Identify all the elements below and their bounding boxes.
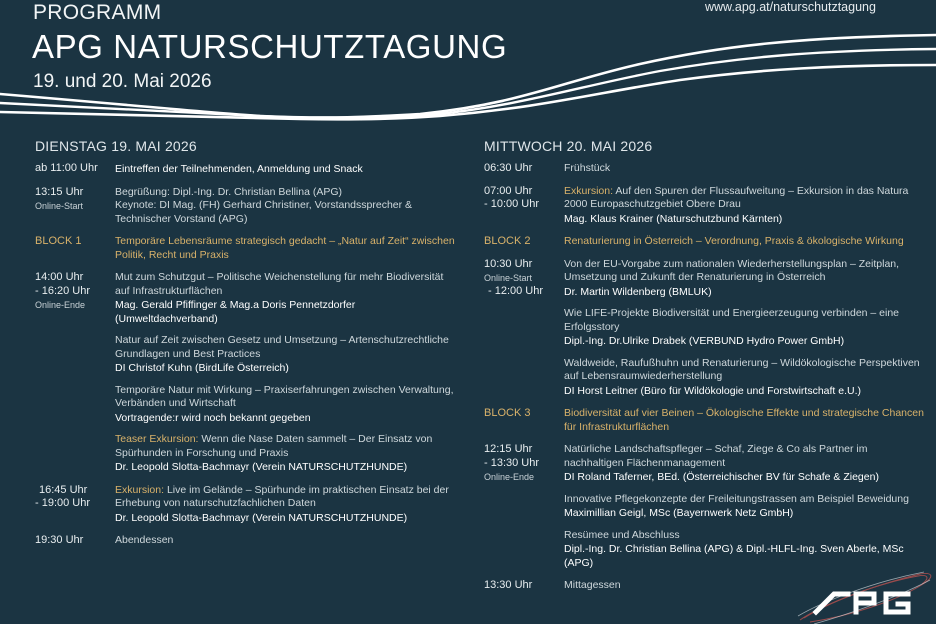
schedule-row — [35, 484, 455, 526]
time-end: - 19:00 Uhr — [35, 497, 91, 509]
schedule-row — [35, 162, 455, 177]
schedule-row — [35, 534, 455, 548]
schedule-row — [484, 258, 924, 399]
speaker: Dipl.-Ing. Dr.Ulrike Drabek (VERBUND Hydro Power GmbH) — [564, 335, 845, 347]
block-label: BLOCK 2 — [484, 235, 531, 247]
schedule-row — [484, 185, 924, 227]
talk — [564, 258, 924, 300]
header — [0, 0, 936, 130]
talk-title: Mut zum Schutzgut – Politische Weichenstellung für mehr Biodiversität auf Infrastrukturflächen — [115, 271, 444, 297]
speaker: DI Roland Taferner, BEd. (Österreichischer BV für Schafe & Ziegen) — [564, 471, 879, 483]
talk-title: Live im Gelände – Spürhunde im praktischen Einsatz bei der Erhebung von naturschutzfachlichen Daten — [115, 483, 449, 509]
talk — [115, 271, 455, 326]
block-title: Temporäre Lebensräume strategisch gedacht – „Natur auf Zeit“ zwischen Politik, Recht und Praxis — [115, 235, 455, 261]
speaker: DI Horst Leitner (Büro für Wildökologie und Forstwirtschaft e.U.) — [564, 384, 862, 397]
block-title: Renaturierung in Österreich – Verordnung, Praxis & ökologische Wirkung — [564, 235, 904, 247]
schedule-row — [484, 443, 924, 570]
time-end: - 13:30 Uhr — [484, 456, 540, 469]
talk-prefix: Exkursion: — [564, 184, 614, 197]
online-label: Online-Start — [484, 273, 533, 283]
day1-heading: DIENSTAG 19. MAI 2026 — [35, 138, 197, 154]
item-title: Eintreffen der Teilnehmenden, Anmeldung und Snack — [115, 163, 363, 175]
speaker: Mag. Klaus Krainer (Naturschutzbund Kärnten) — [564, 212, 783, 225]
block-row — [484, 407, 924, 434]
time: ab 11:00 Uhr — [35, 162, 98, 174]
time-start: 12:15 Uhr — [484, 443, 533, 455]
talk-title: Natur auf Zeit zwischen Gesetz und Umsetzung – Artenschutzrechtliche Grundlagen und Best Practices — [115, 334, 449, 360]
talk — [564, 307, 924, 349]
speaker: Dr. Leopold Slotta-Bachmayr (Verein NATURSCHUTZHUNDE) — [115, 461, 408, 473]
talk-title: Von der EU-Vorgabe zum nationalen Wiederherstellungsplan – Zeitplan, Umsetzung und Zukunft der Renaturierung in Österreich — [564, 257, 900, 283]
event-dates: 19. und 20. Mai 2026 — [33, 71, 212, 92]
time-start: 14:00 Uhr — [35, 271, 84, 283]
schedule-row — [484, 162, 924, 176]
talk — [564, 529, 924, 571]
speaker: Vortragende:r wird noch bekannt gegeben — [115, 411, 311, 424]
time-start: 07:00 Uhr — [484, 184, 533, 197]
time-start: 10:30 Uhr — [484, 257, 533, 270]
apg-logo-icon — [790, 566, 936, 624]
day2-schedule — [484, 138, 924, 602]
schedule-row — [35, 271, 455, 475]
talk-title: Waldweide, Raufußhuhn und Renaturierung – Wildökologische Perspektiven auf Lebensraumwiederherstellung — [564, 356, 920, 382]
online-label: Online-Ende — [35, 300, 86, 310]
talk-title: Wenn die Nase Daten sammelt – Der Einsatz von Spürhunden in Forschung und Praxis — [115, 433, 433, 459]
day2-heading: MITTWOCH 20. MAI 2026 — [484, 138, 653, 154]
talk-title: Natürliche Landschaftspfleger – Schaf, Ziege & Co als Partner im nachhaltigen Flächenmanagement — [564, 443, 868, 469]
talk-prefix: Exkursion: — [115, 483, 165, 496]
item-title: Mittagessen — [564, 579, 621, 591]
talk — [564, 357, 924, 399]
block-row — [35, 235, 455, 262]
speaker: Maximillian Geigl, MSc (Bayernwerk Netz GmbH) — [564, 507, 794, 519]
item-title: Frühstück — [564, 162, 611, 174]
item-title: Begrüßung: Dipl.-Ing. Dr. Christian Bellina (APG) — [115, 185, 343, 198]
talk-title: Temporäre Natur mit Wirkung – Praxiserfahrungen zwischen Verwaltung, Verbänden und Wirtschaft — [115, 383, 454, 409]
speaker: Dr. Leopold Slotta-Bachmayr (Verein NATURSCHUTZHUNDE) — [115, 511, 408, 524]
speaker: Dr. Martin Wildenberg (BMLUK) — [564, 285, 712, 298]
talk — [115, 384, 455, 426]
talk-title: Innovative Pflegekonzepte der Freileitungstrassen am Beispiel Beweidung — [564, 492, 909, 505]
day1-schedule — [35, 138, 455, 557]
page-title: APG NATURSCHUTZTAGUNG — [32, 28, 508, 65]
speaker: DI Christof Kuhn (BirdLife Österreich) — [115, 362, 289, 374]
time: 13:30 Uhr — [484, 579, 533, 591]
talk — [115, 433, 455, 475]
talk-title: Auf den Spuren der Flussaufweitung – Exkursion in das Natura 2000 Europaschutzgebiet Obere Drau — [564, 184, 909, 210]
item-title: Keynote: DI Mag. (FH) Gerhard Christiner, Vorstandssprecher & Technischer Vorstand (APG) — [115, 199, 413, 225]
time: 13:15 Uhr — [35, 185, 84, 198]
online-label: Online-Start — [35, 201, 84, 211]
time: 06:30 Uhr — [484, 162, 533, 174]
talk — [564, 493, 924, 521]
talk-prefix: Teaser Exkursion: — [115, 433, 199, 445]
time-end: - 12:00 Uhr — [488, 285, 544, 297]
item-title: Abendessen — [115, 534, 174, 546]
event-url-link[interactable]: www.apg.at/naturschutztagung — [705, 0, 876, 14]
talk-title: Resümee und Abschluss — [564, 528, 680, 541]
block-label: BLOCK 1 — [35, 235, 82, 247]
online-label: Online-Ende — [484, 472, 535, 482]
block-row — [484, 235, 924, 249]
time-end: - 10:00 Uhr — [484, 198, 540, 210]
speaker: Mag. Gerald Pfiffinger & Mag.a Doris Pennetzdorfer (Umweltdachverband) — [115, 299, 356, 325]
talk-title: Wie LIFE-Projekte Biodiversität und Energieerzeugung verbinden – eine Erfolgsstory — [564, 307, 900, 333]
program-kicker: PROGRAMM — [33, 1, 162, 24]
talk — [115, 334, 455, 376]
schedule-row — [35, 186, 455, 227]
time: 19:30 Uhr — [35, 534, 84, 546]
time-end: - 16:20 Uhr — [35, 284, 91, 297]
block-title: Biodiversität auf vier Beinen – Ökologische Effekte und strategische Chancen für Infrastrukturflächen — [564, 407, 924, 433]
speaker: Dipl.-Ing. Dr. Christian Bellina (APG) & Dipl.-HLFL-Ing. Sven Aberle, MSc (APG) — [564, 543, 904, 569]
time-start: 16:45 Uhr — [39, 483, 88, 496]
block-label: BLOCK 3 — [484, 407, 531, 419]
talk — [564, 443, 924, 485]
